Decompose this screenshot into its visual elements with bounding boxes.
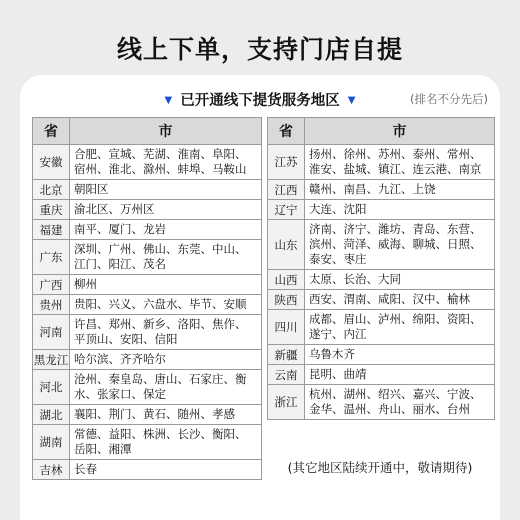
table-row bbox=[33, 315, 262, 350]
city-cell: 济南、济宁、潍坊、青岛、东营、滨州、菏泽、威海、聊城、日照、泰安、枣庄 bbox=[305, 220, 495, 270]
right-region-table bbox=[267, 117, 495, 420]
table-row bbox=[268, 365, 495, 385]
province-cell: 四川 bbox=[268, 310, 305, 345]
province-cell: 河南 bbox=[33, 315, 70, 350]
left-region-table bbox=[32, 117, 262, 480]
table-row bbox=[268, 270, 495, 290]
table-row bbox=[33, 220, 262, 240]
province-cell: 安徽 bbox=[33, 145, 70, 180]
table-row bbox=[268, 180, 495, 200]
province-cell: 广东 bbox=[33, 240, 70, 275]
header-city: 市 bbox=[70, 118, 262, 145]
table-row bbox=[268, 385, 495, 420]
city-cell: 成都、眉山、泸州、绵阳、资阳、遂宁、内江 bbox=[305, 310, 495, 345]
province-cell: 贵州 bbox=[33, 295, 70, 315]
city-cell: 杭州、湖州、绍兴、嘉兴、宁波、金华、温州、舟山、丽水、台州 bbox=[305, 385, 495, 420]
table-row bbox=[268, 310, 495, 345]
city-cell: 哈尔滨、齐齐哈尔 bbox=[70, 350, 262, 370]
table-header-row bbox=[33, 118, 262, 145]
province-cell: 吉林 bbox=[33, 460, 70, 480]
header-province: 省 bbox=[33, 118, 70, 145]
city-cell: 西安、渭南、咸阳、汉中、榆林 bbox=[305, 290, 495, 310]
province-cell: 湖北 bbox=[33, 405, 70, 425]
city-cell: 昆明、曲靖 bbox=[305, 365, 495, 385]
province-cell: 福建 bbox=[33, 220, 70, 240]
subheader-label: 已开通线下提货服务地区 bbox=[180, 93, 340, 109]
city-cell: 扬州、徐州、苏州、泰州、常州、淮安、盐城、镇江、连云港、南京 bbox=[305, 145, 495, 180]
header-province: 省 bbox=[268, 118, 305, 145]
province-cell: 重庆 bbox=[33, 200, 70, 220]
city-cell: 大连、沈阳 bbox=[305, 200, 495, 220]
city-cell: 常德、益阳、株洲、长沙、衡阳、岳阳、湘潭 bbox=[70, 425, 262, 460]
province-cell: 云南 bbox=[268, 365, 305, 385]
table-row bbox=[268, 290, 495, 310]
table-row bbox=[33, 405, 262, 425]
content-card bbox=[20, 75, 500, 520]
table-row bbox=[33, 370, 262, 405]
city-cell: 合肥、宣城、芜湖、淮南、阜阳、宿州、淮北、滁州、蚌埠、马鞍山 bbox=[70, 145, 262, 180]
triangle-down-icon: ▼ bbox=[347, 95, 356, 106]
city-cell: 乌鲁木齐 bbox=[305, 345, 495, 365]
city-cell: 沧州、秦皇岛、唐山、石家庄、衡水、张家口、保定 bbox=[70, 370, 262, 405]
table-row bbox=[33, 200, 262, 220]
triangle-down-icon: ▼ bbox=[164, 95, 173, 106]
province-cell: 辽宁 bbox=[268, 200, 305, 220]
province-cell: 陕西 bbox=[268, 290, 305, 310]
header-city: 市 bbox=[305, 118, 495, 145]
ranking-note: (排名不分先后) bbox=[410, 92, 488, 106]
table-row bbox=[33, 425, 262, 460]
top-banner bbox=[0, 0, 520, 75]
province-cell: 浙江 bbox=[268, 385, 305, 420]
province-cell: 黑龙江 bbox=[33, 350, 70, 370]
table-row bbox=[33, 460, 262, 480]
table-row bbox=[33, 275, 262, 295]
province-cell: 山东 bbox=[268, 220, 305, 270]
province-cell: 河北 bbox=[33, 370, 70, 405]
city-cell: 太原、长治、大同 bbox=[305, 270, 495, 290]
city-cell: 长春 bbox=[70, 460, 262, 480]
province-cell: 新疆 bbox=[268, 345, 305, 365]
province-cell: 湖南 bbox=[33, 425, 70, 460]
city-cell: 南平、厦门、龙岩 bbox=[70, 220, 262, 240]
province-cell: 江苏 bbox=[268, 145, 305, 180]
city-cell: 深圳、广州、佛山、东莞、中山、江门、阳江、茂名 bbox=[70, 240, 262, 275]
table-row bbox=[33, 180, 262, 200]
table-row bbox=[33, 145, 262, 180]
page-title: 线上下单，支持门店自提 bbox=[116, 35, 403, 64]
province-cell: 山西 bbox=[268, 270, 305, 290]
table-row bbox=[268, 145, 495, 180]
city-cell: 赣州、南昌、九江、上饶 bbox=[305, 180, 495, 200]
table-row bbox=[33, 295, 262, 315]
city-cell: 渝北区、万州区 bbox=[70, 200, 262, 220]
city-cell: 柳州 bbox=[70, 275, 262, 295]
province-cell: 江西 bbox=[268, 180, 305, 200]
table-row bbox=[268, 345, 495, 365]
footer-note: (其它地区陆续开通中，敬请期待) bbox=[287, 460, 473, 475]
table-row bbox=[268, 200, 495, 220]
city-cell: 朝阳区 bbox=[70, 180, 262, 200]
city-cell: 许昌、郑州、新乡、洛阳、焦作、平顶山、安阳、信阳 bbox=[70, 315, 262, 350]
city-cell: 襄阳、荆门、黄石、随州、孝感 bbox=[70, 405, 262, 425]
table-row bbox=[33, 350, 262, 370]
province-cell: 广西 bbox=[33, 275, 70, 295]
table-row bbox=[33, 240, 262, 275]
table-row bbox=[268, 220, 495, 270]
province-cell: 北京 bbox=[33, 180, 70, 200]
city-cell: 贵阳、兴义、六盘水、毕节、安顺 bbox=[70, 295, 262, 315]
table-header-row bbox=[268, 118, 495, 145]
